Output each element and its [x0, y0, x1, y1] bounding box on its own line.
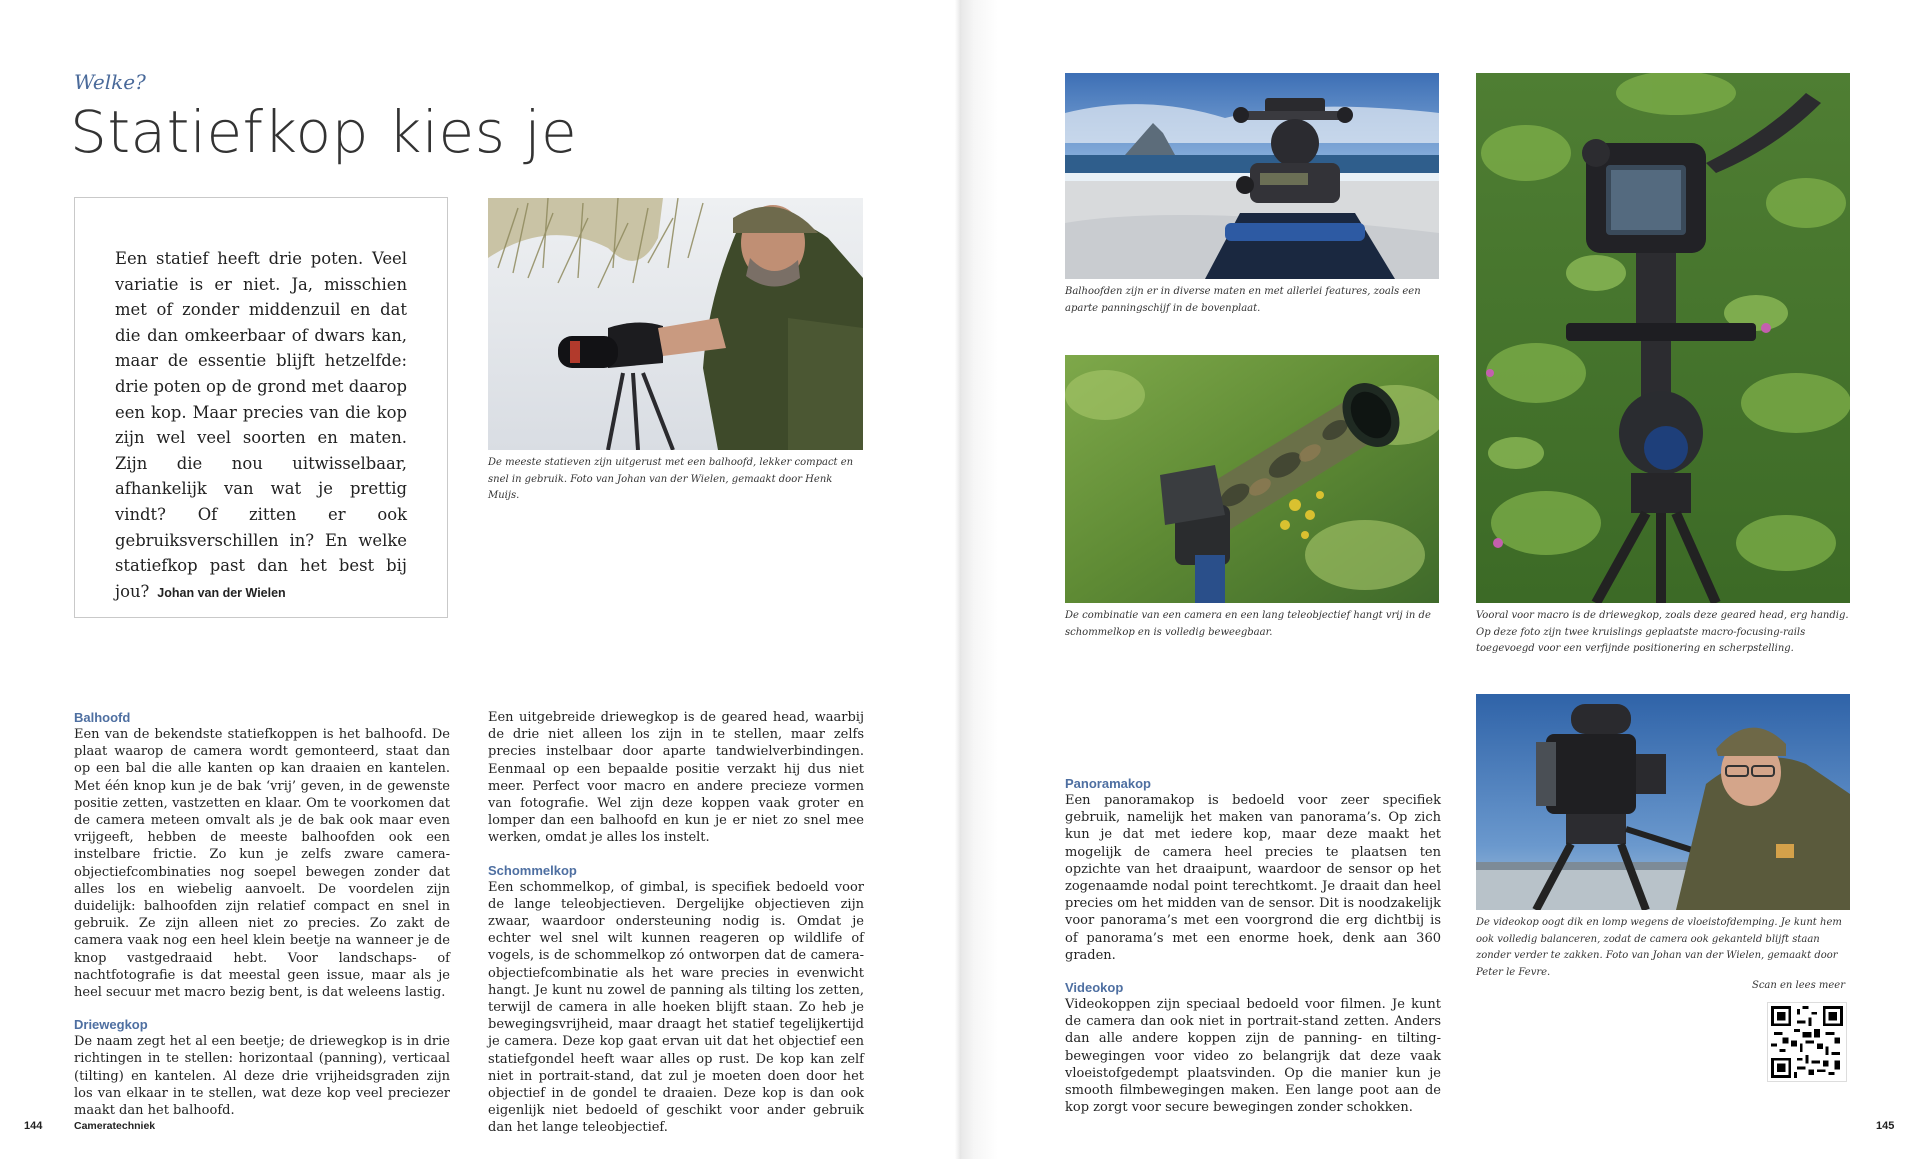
heading-videokop: Videokop [1065, 980, 1124, 996]
article-title: Statiefkop kies je [70, 98, 578, 166]
text-panoramakop: Een panoramakop is bedoeld voor zeer specifiek gebruik, namelijk het maken van panorama’s. Op zich kun je dat met iedere kop, maar deze maakt het mogelijk de camera heel precies te plaatsen ten opzichte van het draaipunt, waardoor de sensor op het zogenaamde nodal point terechtkomt. Je draait dan heel precies om het midden van de sensor. Dit is noodzakelijk voor panorama’s met een voorgrond die erg dichtbij is of panorama’s met een enorme hoek, denk aan 360 graden. [1065, 793, 1441, 963]
heading-balhoofd: Balhoofd [74, 710, 131, 725]
intro-paragraph: Een statief heeft drie poten. Veel variatie is er niet. Ja, misschien met of zonder middenzuil en dat die dan omkeerbaar of dwars kan, maar de essentie blijft hetzelfde: drie poten op de grond met daarop een kop. Maar precies van die kop zijn wel veel soorten en maten. Zijn die nou uitwisselbaar, afhankelijk van wat je prettig vindt? Of zitten er ook gebruiksverschillen in? En welke statiefkop past dan het best bij jou? [115, 249, 407, 601]
column-2 [488, 709, 864, 1137]
text-driewegkop: De naam zegt het al een beetje; de driewegkop is in drie richtingen in te stellen: horizontaal (panning), verticaal (tilting) en kantelen. Al deze drie vrijheidsgraden zijn los van elkaar in te stellen, wat deze kop veel preciezer maakt dan het balhoofd. [74, 1034, 450, 1119]
article-kicker: Welke? [74, 70, 146, 94]
caption-macro-geared-head: Vooral voor macro is de driewegkop, zoals deze geared head, erg handig. Op deze foto zijn twee kruislings geplaatste macro-focusing-rails toegevoegd voor een verfijnde positionering en scherpstelling. [1476, 610, 1849, 654]
photo-photographer-dunes [488, 198, 863, 450]
photo-gimbal-telelens [1065, 355, 1439, 603]
caption-photographer-dunes: De meeste statieven zijn uitgerust met een balhoofd, lekker compact en snel in gebruik. Foto van Johan van der Wielen, gemaakt door Henk Muijs. [488, 457, 854, 501]
text-videokop: Videokoppen zijn speciaal bedoeld voor filmen. Je kunt de camera dan ook niet in portrait-stand zetten. Anders dan alle andere koppen zijn de panning- en tilting-bewegingen voor video zo belangrijk dat deze vaak vloeistofgedempt plaatsvinden. Op die manier kun je smooth filmbewegingen maken. Een lange poot aan de kop zorgt voor secure bewegingen zonder schokken. [1065, 997, 1441, 1116]
heading-driewegkop: Driewegkop [74, 1017, 148, 1033]
qr-code-icon [1771, 1006, 1843, 1078]
photo-macro-geared-head-image [1476, 73, 1850, 603]
photo-ballhead-beach-image [1065, 73, 1439, 279]
text-balhoofd: Een van de bekendste statiefkoppen is het balhoofd. De plaat waarop de camera wordt gemonteerd, staat dan op een bal die alle kanten op kan draaien en kantelen. Met één knop kun je de bak ‘vrij’ geven, in de gewenste positie zetten, vastzetten en klaar. Om te voorkomen dat de camera meteen omvalt als je de bak ook maar even vrijgeeft, hebben de meeste balhoofden ook een instelbare frictie. Zo kun je zelfs zware camera-objectiefcombinaties nog soepel bewegen zonder dat alles los en wiebelig aanvoelt. De voordelen zijn duidelijk: balhoofden zijn relatief compact en snel in gebruik. Ze zijn alleen niet zo precies. Zo zakt de camera vaak nog een heel klein beetje na wanneer je de knop vastgedraaid hebt. Voor landschaps- of nachtfotografie is dat meestal geen issue, maar als je heel secuur met macro bezig bent, is dat weleens lastig. [74, 727, 450, 1001]
page-number-right: 145 [1876, 1120, 1895, 1132]
qr-code[interactable] [1767, 1002, 1847, 1082]
page-number-left: 144 [24, 1120, 43, 1132]
intro-text [115, 246, 407, 606]
caption-ballhead-beach: Balhoofden zijn er in diverse maten en met allerlei features, zoals een aparte panningschijf in de bovenplaat. [1065, 286, 1421, 314]
caption-gimbal-telelens: De combinatie van een camera en een lang teleobjectief hangt vrij in de schommelkop en is volledig beweegbaar. [1065, 610, 1431, 638]
heading-schommelkop: Schommelkop [488, 862, 577, 878]
photo-photographer-dunes-image [488, 198, 863, 450]
intro-author: Johan van der Wielen [157, 585, 286, 600]
photo-videohead [1476, 694, 1850, 910]
scan-label: Scan en lees meer [1751, 980, 1845, 991]
photo-videohead-image [1476, 694, 1850, 910]
intro-box [74, 197, 448, 618]
column-3 [1065, 775, 1441, 1116]
heading-panoramakop: Panoramakop [1065, 776, 1151, 791]
column-1 [74, 709, 450, 1119]
photo-ballhead-beach [1065, 73, 1439, 279]
photo-macro-geared-head [1476, 73, 1850, 603]
page-gutter [955, 0, 961, 1159]
section-name: Cameratechniek [74, 1120, 156, 1132]
caption-videohead: De videokop oogt dik en lomp wegens de vloeistofdemping. Je kunt hem ook volledig balanceren, zodat de camera ook gekanteld blijft staan zonder verder te zakken. Foto van Johan van der Wielen, gemaakt door Peter le Fevre. [1476, 917, 1842, 978]
text-schommelkop: Een schommelkop, of gimbal, is specifiek bedoeld voor de lange teleobjectieven. Dergelijke objectieven zijn zwaar, waardoor ondersteuning nodig is. Omdat je echter wel snel wilt kunnen reageren op wildlife of vogels, is de schommelkop zó ontworpen dat de camera-objectiefcombinatie als het ware precies in evenwicht hangt. Je kunt nu zowel de panning als tilting los zetten, terwijl de camera in alle hoeken blijft staan. Zo heb je bewegingsvrijheid, maar draagt het statief tegelijkertijd je camera. Deze kop gaat ervan uit dat het objectief een statiefgondel heeft waar alles op rust. De kop kan zelf niet in portrait-stand, dat zul je moeten doen door het objectief in de gondel te draaien. Deze kop is dan ook eigenlijk niet bedoeld of geschikt voor ander gebruik dan het lange teleobjectief. [488, 879, 864, 1136]
text-geared-head: Een uitgebreide driewegkop is de geared head, waarbij de drie niet alleen los zijn in te stellen, maar zelfs precies instelbaar door aparte tandwielverbindingen. Eenmaal op een bepaalde positie verzakt hij dus niet meer. Perfect voor macro en andere precieze vormen van fotografie. Wel zijn deze koppen vaak groter en lomper dan een balhoofd en kun je er niet zo snel mee werken, omdat je alles los instelt. [488, 710, 864, 846]
photo-gimbal-telelens-image [1065, 355, 1439, 603]
